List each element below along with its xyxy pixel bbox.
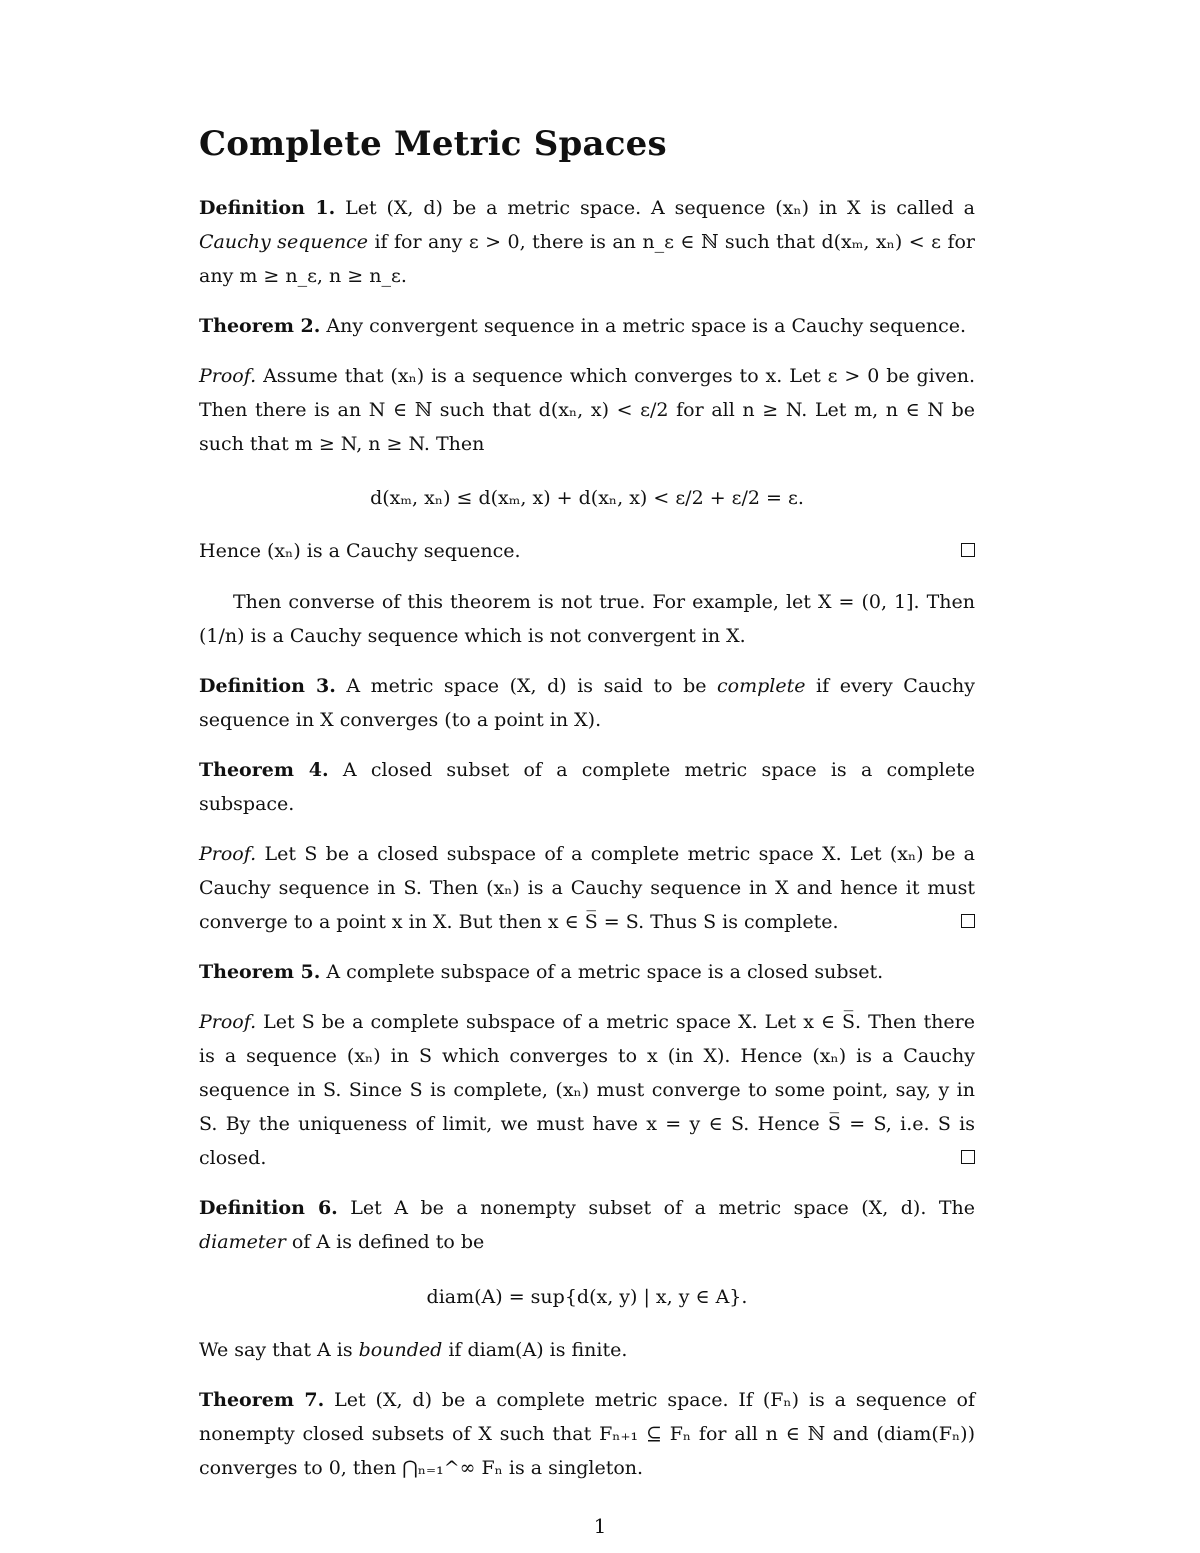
proof-2-display-equation: d(xₘ, xₙ) ≤ d(xₘ, x) + d(xₙ, x) < ε/2 + ε/2 = ε.: [370, 487, 804, 509]
definition-3-text-a: A metric space (X, d) is said to be: [346, 675, 707, 697]
definition-6-text-b: of A is defined to be: [291, 1231, 485, 1253]
definition-3: [199, 669, 975, 737]
definition-6-display-equation: diam(A) = sup{d(x, y) | x, y ∈ A}.: [426, 1286, 748, 1308]
qed-square-icon: [961, 914, 975, 928]
definition-6-text-a: Let A be a nonempty subset of a metric space (X, d). The: [350, 1197, 976, 1219]
definition-1: [199, 191, 975, 293]
theorem-5: [199, 955, 975, 989]
proof-4: [199, 837, 975, 939]
proof-2-conclusion-text: Hence (xₙ) is a Cauchy sequence.: [199, 540, 521, 562]
definition-6-term: diameter: [199, 1231, 286, 1253]
proof-5: [199, 1005, 975, 1175]
proof-4-label: Proof.: [199, 843, 257, 865]
theorem-7: [199, 1383, 975, 1485]
proof-2: [199, 359, 975, 461]
definition-1-text-b: if for any ε > 0, there is an n_ε ∈ ℕ such that d(xₘ, xₙ) < ε for any m ≥ n_ε, n ≥ n_ε.: [199, 231, 975, 287]
theorem-7-label: Theorem 7.: [199, 1389, 325, 1411]
proof-2-label: Proof.: [199, 365, 257, 387]
theorem-7-text: Let (X, d) be a complete metric space. If (Fₙ) is a sequence of nonempty closed subsets of X such that Fₙ₊₁ ⊆ Fₙ for all n ∈ ℕ and (diam(Fₙ)) converges to 0, then ⋂ₙ₌₁^∞ Fₙ is a singleton.: [199, 1389, 976, 1479]
definition-3-term: complete: [717, 675, 806, 697]
page-number: 1: [593, 1514, 607, 1538]
definition-6-bounded-term: bounded: [358, 1339, 443, 1361]
page-title: Complete Metric Spaces: [199, 124, 667, 164]
remark-paragraph: [199, 585, 975, 653]
theorem-4-label: Theorem 4.: [199, 759, 329, 781]
definition-6-after-b: if diam(A) is finite.: [448, 1339, 628, 1361]
theorem-4-text: A closed subset of a complete metric space is a complete subspace.: [199, 759, 975, 815]
theorem-5-label: Theorem 5.: [199, 961, 321, 983]
definition-1-label: Definition 1.: [199, 197, 336, 219]
proof-5-text: Let S be a complete subspace of a metric space X. Let x ∈ S̅. Then there is a sequence (xₙ) in S which converges to x (in X). Hence (xₙ) is a Cauchy sequence in S. Since S is complete, (xₙ) must converge to some point, say, y in S. By the uniqueness of limit, we must have x = y ∈ S. Hence S̅ = S, i.e. S is closed.: [199, 1011, 975, 1169]
qed-square-icon: [961, 1150, 975, 1164]
definition-6-label: Definition 6.: [199, 1197, 338, 1219]
theorem-2: [199, 309, 975, 343]
definition-6-bounded: [199, 1333, 975, 1367]
definition-6-after-a: We say that A is: [199, 1339, 353, 1361]
definition-6: [199, 1191, 975, 1259]
definition-1-term: Cauchy sequence: [199, 231, 368, 253]
proof-2-conclusion: [199, 534, 975, 568]
theorem-5-text: A complete subspace of a metric space is a closed subset.: [326, 961, 884, 983]
remark-text: Then converse of this theorem is not true. For example, let X = (0, 1]. Then (1/n) is a Cauchy sequence which is not convergent in X.: [199, 591, 975, 647]
qed-square-icon: [961, 543, 975, 557]
theorem-4: [199, 753, 975, 821]
definition-3-label: Definition 3.: [199, 675, 336, 697]
proof-2-text: Assume that (xₙ) is a sequence which converges to x. Let ε > 0 be given. Then there is an N ∈ ℕ such that d(xₙ, x) < ε/2 for all n ≥ N. Let m, n ∈ N be such that m ≥ N, n ≥ N. Then: [199, 365, 976, 455]
definition-1-text-a: Let (X, d) be a metric space. A sequence (xₙ) in X is called a: [345, 197, 976, 219]
proof-5-label: Proof.: [199, 1011, 257, 1033]
definition-3-text-b: if every Cauchy sequence in X converges (to a point in X).: [199, 675, 975, 731]
theorem-2-label: Theorem 2.: [199, 315, 321, 337]
proof-4-text: Let S be a closed subspace of a complete metric space X. Let (xₙ) be a Cauchy sequence in S. Then (xₙ) is a Cauchy sequence in X and hence it must converge to a point x in X. But then x ∈ S̅ = S. Thus S is complete.: [199, 843, 975, 933]
theorem-2-text: Any convergent sequence in a metric space is a Cauchy sequence.: [326, 315, 967, 337]
